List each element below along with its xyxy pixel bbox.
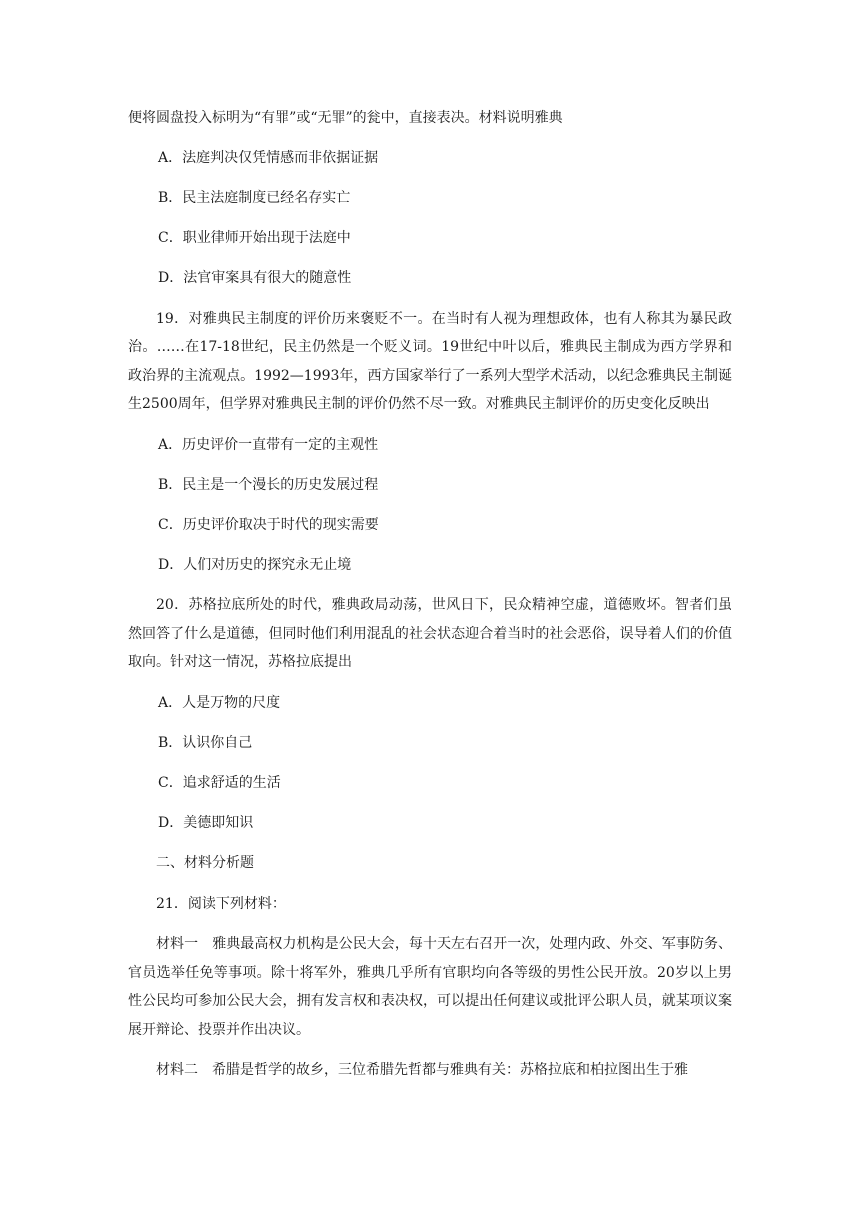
q19-option-b: B．民主是一个漫长的历史发展过程 [158, 476, 379, 493]
q18-option-c: C．职业律师开始出现于法庭中 [158, 230, 351, 246]
q21-material-1: 材料一 雅典最高权力机构是公民大会，每十天左右召开一次，处理内政、外交、军事防务、官员选举任免等事项。除十将军外，雅典几乎所有官职均向各等级的男性公民开放。20岁以上男性公民均可参加公民大会，拥有发言权和表决权，可以提出任何建议或批评公职人员，就某项议案展开辩论、投票并作出决议。 [128, 936, 732, 1038]
q19-stem: 19．对雅典民主制度的评价历来褒贬不一。在当时有人视为理想政体，也有人称其为暴民政治。……在17-18世纪，民主仍然是一个贬义词。19世纪中叶以后，雅典民主制成为西方学界和政治界的主流观点。1992—1993年，西方国家举行了一系列大型学术活动，以纪念雅典民主制诞生2500周年，但学界对雅典民主制的评价仍然不尽一致。对雅典民主制评价的历史变化反映出 [128, 310, 732, 412]
q20-option-c: C．追求舒适的生活 [158, 774, 281, 791]
question-20 [128, 591, 732, 837]
q19-option-d: D．人们对历史的探究永无止境 [158, 556, 352, 573]
q19-option-c: C．历史评价取决于时代的现实需要 [158, 516, 379, 533]
q18-option-b: B．民主法庭制度已经名存实亡 [158, 190, 351, 206]
q20-option-b: B．认识你自己 [158, 734, 253, 751]
q21-material-2: 材料二 希腊是哲学的故乡，三位希腊先哲都与雅典有关：苏格拉底和柏拉图出生于雅 [156, 1062, 688, 1078]
q18-option-d: D．法官审案具有很大的随意性 [158, 270, 352, 286]
q18-option-a: A．法庭判决仅凭情感而非依据证据 [158, 150, 379, 166]
q20-stem: 20．苏格拉底所处的时代，雅典政局动荡，世风日下，民众精神空虚，道德败坏。智者们虽然回答了什么是道德，但同时他们利用混乱的社会状态迎合着当时的社会恶俗，误导着人们的价值取向。针对这一情况，苏格拉底提出 [128, 597, 732, 670]
document-page [128, 104, 732, 1085]
section-heading: 二、材料分析题 [156, 855, 254, 871]
q20-option-a: A．人是万物的尺度 [158, 694, 281, 711]
question-21 [128, 890, 732, 1085]
q20-option-d: D．美德即知识 [158, 814, 254, 831]
question-19 [128, 305, 732, 579]
intro-line: 便将圆盘投入标明为“有罪”或“无罪”的瓮中，直接表决。材料说明雅典 [128, 110, 563, 126]
q21-stem: 21．阅读下列材料： [156, 895, 286, 912]
q18-options [128, 144, 732, 292]
q19-option-a: A．历史评价一直带有一定的主观性 [158, 436, 379, 453]
